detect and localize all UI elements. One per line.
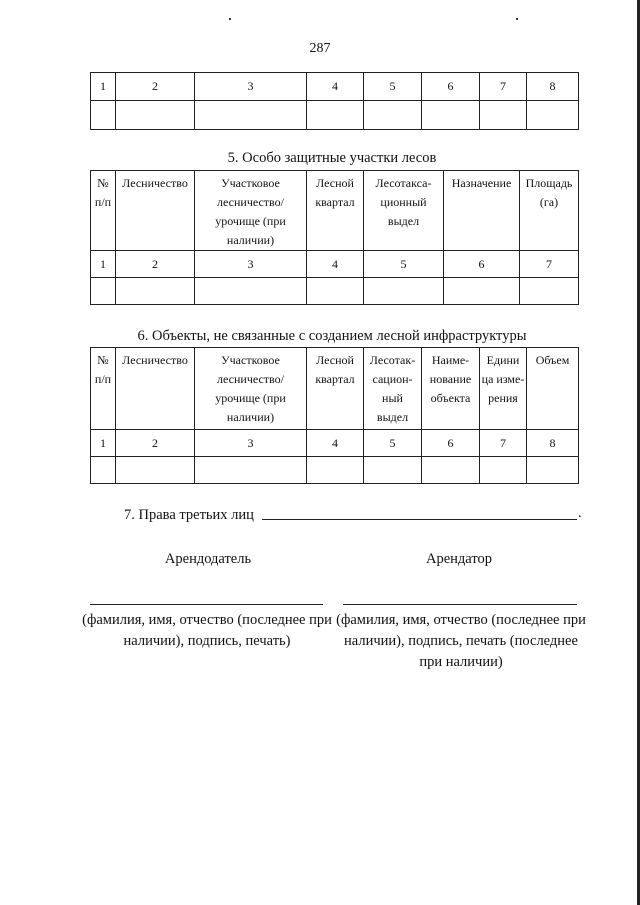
table-cell — [520, 278, 579, 305]
table-cell: 5 — [364, 430, 422, 457]
non-infrastructure-objects-table — [90, 347, 579, 484]
page-number: 287 — [309, 41, 331, 56]
continued-table — [90, 72, 579, 130]
empty-data-row — [91, 457, 579, 484]
table-cell: 7 — [480, 73, 527, 101]
table-cell: 5 — [364, 73, 422, 101]
section-6-title: 6. Объекты, не связанные с созданием лесной инфраструктуры — [137, 328, 527, 344]
table-cell — [364, 278, 444, 305]
table-cell: 4 — [307, 251, 364, 278]
header-cell: Лесотак-сацион-ный выдел — [364, 348, 422, 430]
table-cell: 2 — [116, 430, 195, 457]
table-cell — [116, 101, 195, 130]
table-cell: 2 — [116, 251, 195, 278]
lessee-signature-line[interactable] — [343, 604, 577, 605]
column-number-row — [91, 251, 579, 278]
table-cell — [91, 101, 116, 130]
header-cell: Лесной квартал — [307, 171, 364, 251]
table-cell — [422, 457, 480, 484]
table-cell: 8 — [527, 430, 579, 457]
lessee-title: Арендатор — [425, 551, 492, 567]
header-cell: № п/п — [91, 348, 116, 430]
table-cell — [307, 278, 364, 305]
lessee-signature-caption: (фамилия, имя, отчество (последнее при наличии), подпись, печать (последнее при наличии) — [336, 612, 586, 670]
header-row — [91, 348, 579, 430]
table-cell — [364, 457, 422, 484]
table-cell — [91, 278, 116, 305]
table-cell — [480, 457, 527, 484]
table-cell — [307, 457, 364, 484]
table-cell — [116, 457, 195, 484]
table-cell — [364, 101, 422, 130]
table-cell: 3 — [195, 73, 307, 101]
header-cell: № п/п — [91, 171, 116, 251]
lessor-title: Арендодатель — [164, 551, 252, 567]
protective-areas-table — [90, 170, 579, 305]
table-cell — [527, 457, 579, 484]
header-cell: Лесничество — [116, 348, 195, 430]
header-cell: Объем — [527, 348, 579, 430]
table-cell — [480, 101, 527, 130]
header-row — [91, 171, 579, 251]
header-cell: Лесной квартал — [307, 348, 364, 430]
table-cell: 2 — [116, 73, 195, 101]
table-cell: 5 — [364, 251, 444, 278]
table-cell: 8 — [527, 73, 579, 101]
header-cell: Наиме-нование объекта — [422, 348, 480, 430]
third-party-rights-field[interactable] — [262, 519, 577, 520]
empty-data-row — [91, 101, 579, 130]
table-cell — [444, 278, 520, 305]
table-cell: 6 — [444, 251, 520, 278]
header-cell: Едини ца изме-рения — [480, 348, 527, 430]
table-cell: 4 — [307, 430, 364, 457]
table-cell: 6 — [422, 73, 480, 101]
scan-speck — [229, 18, 231, 20]
header-cell: Лесничество — [116, 171, 195, 251]
table-cell — [527, 101, 579, 130]
table-cell — [91, 457, 116, 484]
column-number-row — [91, 430, 579, 457]
third-party-rights-label: 7. Права третьих лиц — [124, 507, 254, 523]
table-cell: 7 — [480, 430, 527, 457]
header-cell: Участковое лесничество/ урочище (при наличии) — [195, 171, 307, 251]
header-cell: Площадь (га) — [520, 171, 579, 251]
table-cell: 3 — [195, 430, 307, 457]
table-cell: 1 — [91, 430, 116, 457]
third-party-rights-end-mark: . — [578, 505, 582, 521]
lessor-signature-caption: (фамилия, имя, отчество (последнее при наличии), подпись, печать) — [82, 612, 332, 649]
section-5-title: 5. Особо защитные участки лесов — [227, 150, 437, 166]
table-cell — [195, 278, 307, 305]
table-cell: 1 — [91, 251, 116, 278]
header-cell: Лесотакса-ционный выдел — [364, 171, 444, 251]
table-cell: 6 — [422, 430, 480, 457]
scan-speck — [516, 18, 518, 20]
table-cell: 3 — [195, 251, 307, 278]
lessor-signature-line[interactable] — [90, 604, 323, 605]
column-number-row — [91, 73, 579, 101]
header-cell: Участковое лесничество/ урочище (при наличии) — [195, 348, 307, 430]
table-cell — [195, 457, 307, 484]
table-cell: 7 — [520, 251, 579, 278]
table-cell — [116, 278, 195, 305]
table-cell — [307, 101, 364, 130]
table-cell: 4 — [307, 73, 364, 101]
table-cell: 1 — [91, 73, 116, 101]
table-cell — [195, 101, 307, 130]
header-cell: Назначение — [444, 171, 520, 251]
table-cell — [422, 101, 480, 130]
empty-data-row — [91, 278, 579, 305]
